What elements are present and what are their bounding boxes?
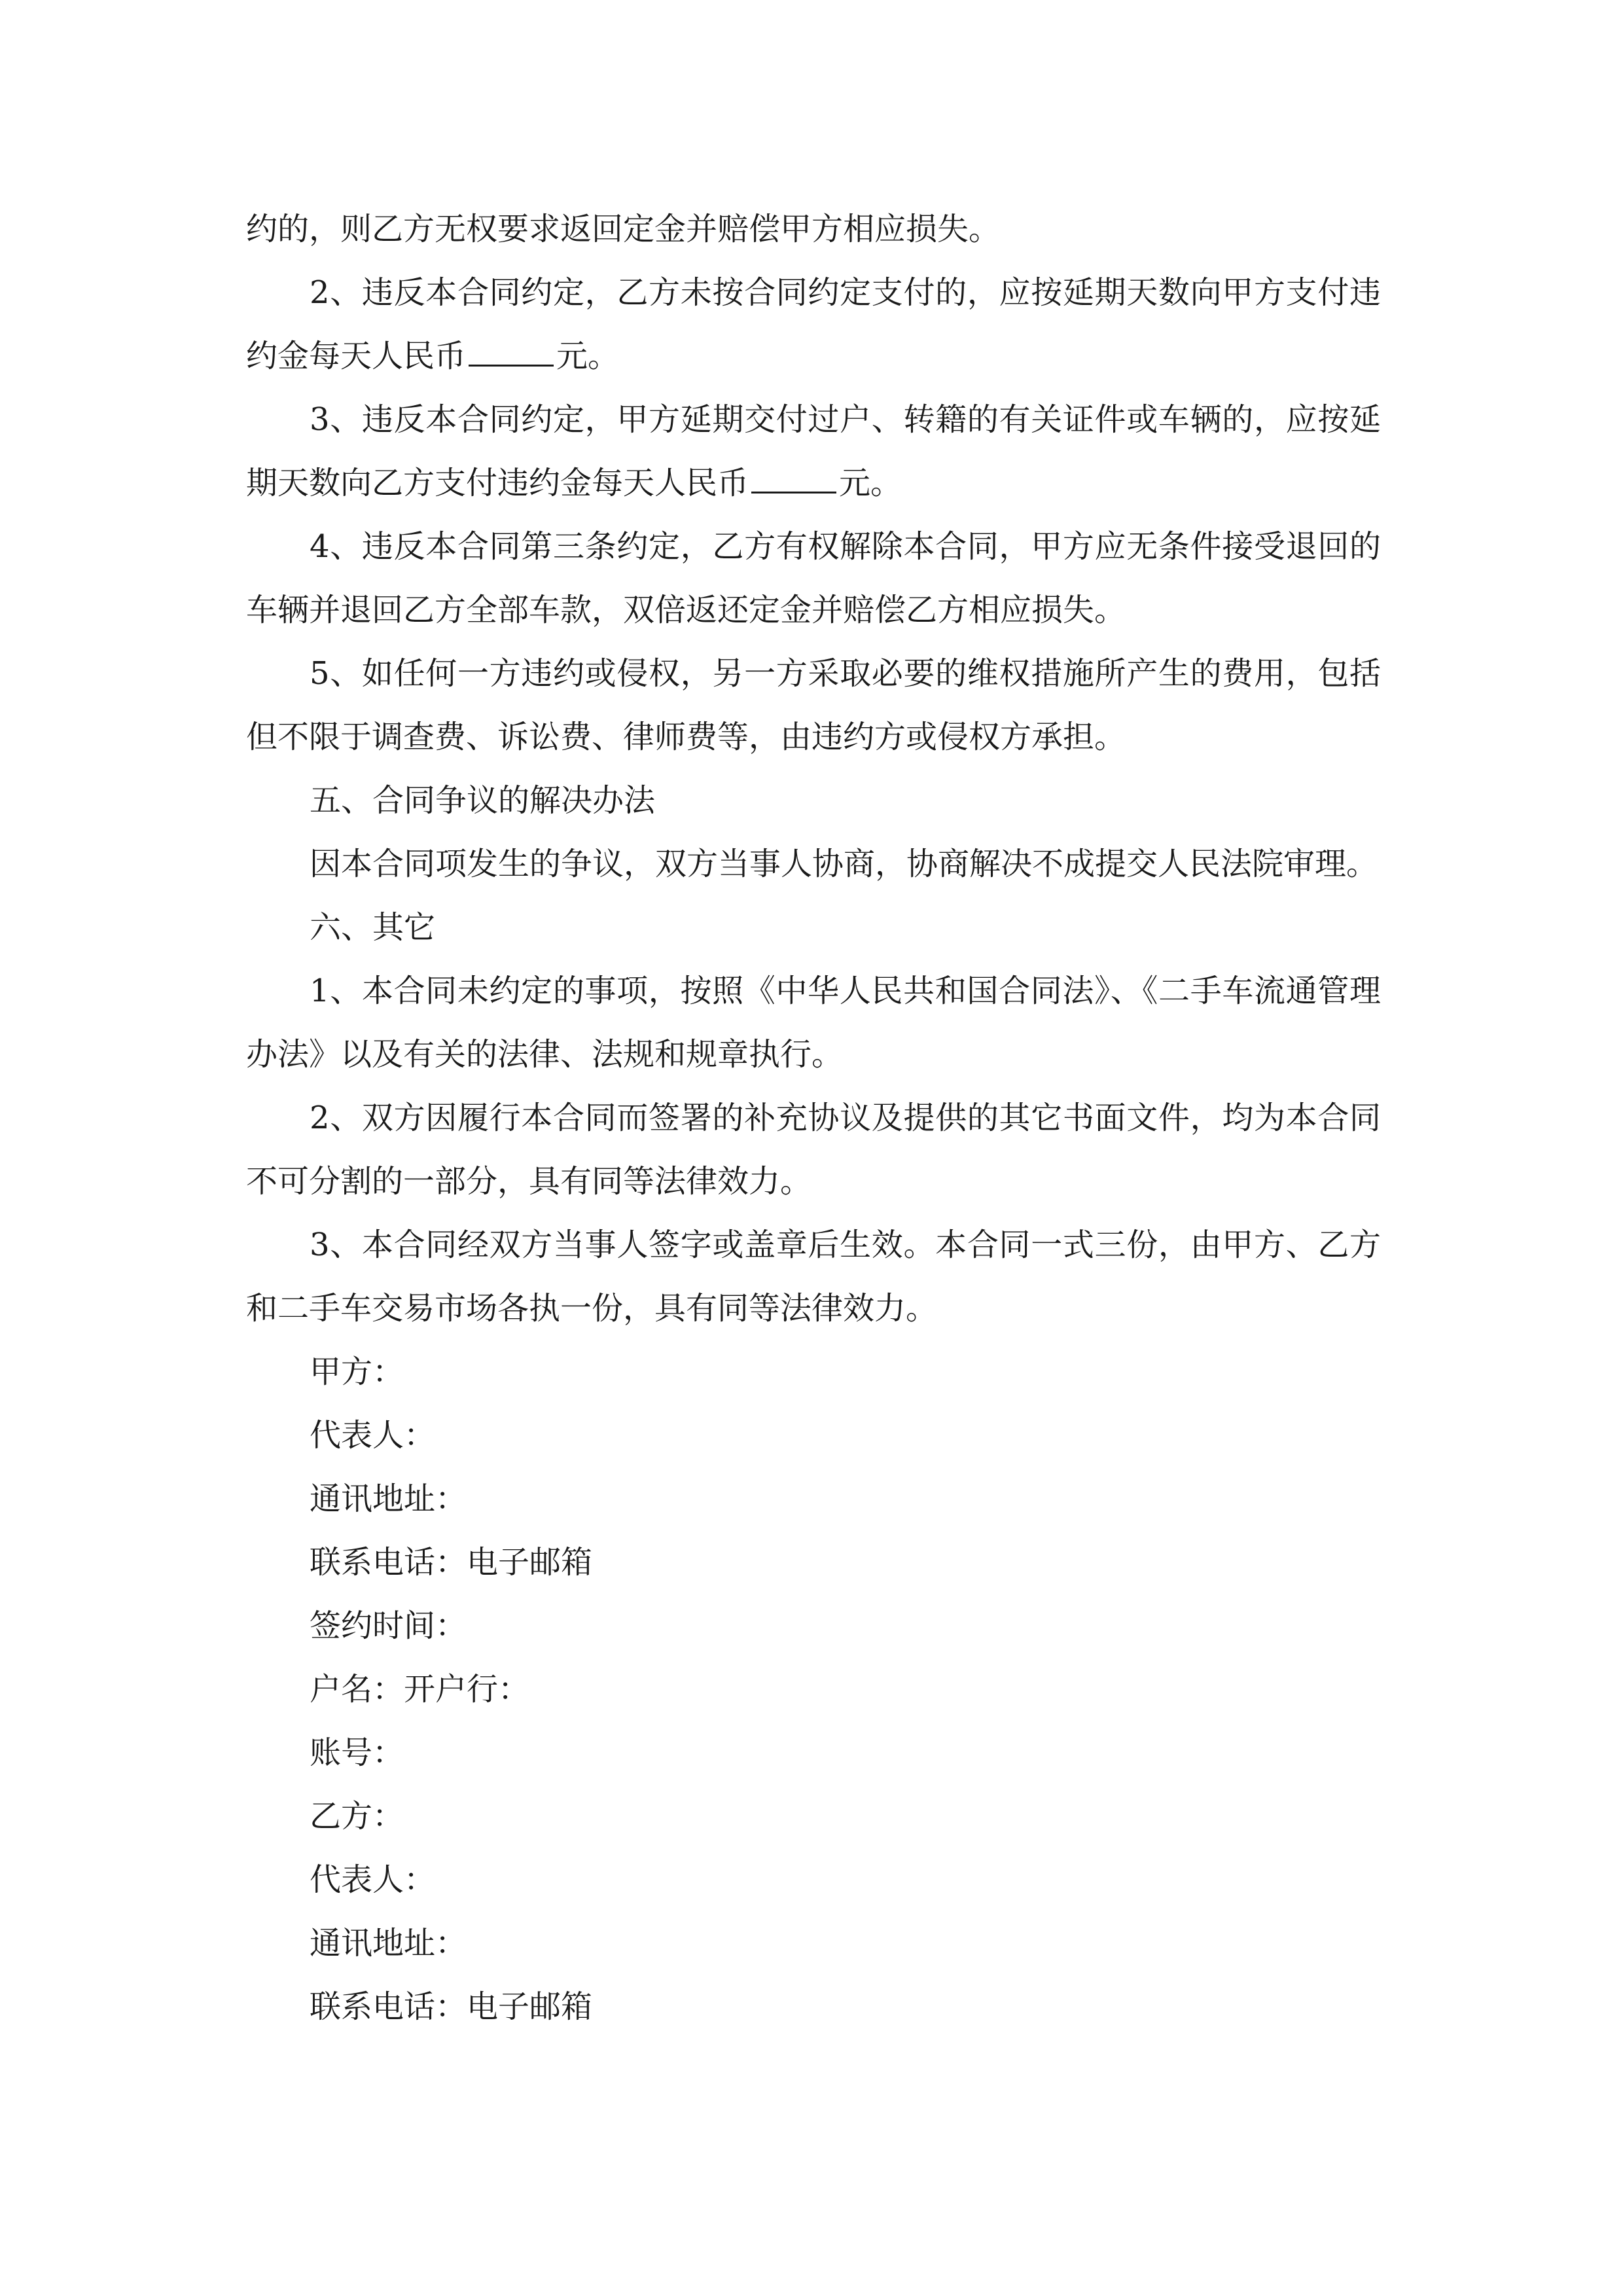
party-a-representative: 代表人： [310, 1417, 436, 1454]
section-heading-dispute: 五、合同争议的解决办法 [310, 782, 656, 819]
party-a-contact: 联系电话：电子邮箱 [310, 1544, 593, 1581]
other-clause-1: 1、本合同未约定的事项，按照《中华人民共和国合同法》、《二手车流通管理办法》以及有关的法律、法规和规章执行。 [246, 973, 1381, 1073]
dispute-text: 因本合同项发生的争议，双方当事人协商，协商解决不成提交人民法院审理。 [310, 846, 1378, 882]
clause-2-text: 2、违反本合同约定，乙方未按合同约定支付的，应按延期天数向甲方支付违约金每天人民币 [246, 274, 1381, 374]
section-heading-other: 六、其它 [310, 909, 436, 946]
clause-5: 5、如任何一方违约或侵权，另一方采取必要的维权措施所产生的费用，包括但不限于调查费、诉讼费、律师费等，由违约方或侵权方承担。 [246, 655, 1381, 755]
party-a-sign-time: 签约时间： [310, 1607, 467, 1644]
clause-2 [246, 261, 1381, 388]
party-a-label: 甲方： [310, 1354, 404, 1390]
other-clause-3: 3、本合同经双方当事人签字或盖章后生效。本合同一式三份，由甲方、乙方和二手车交易市场各执一份，具有同等法律效力。 [246, 1227, 1381, 1327]
clause-3 [246, 388, 1381, 515]
clause-3-unit: 元。 [839, 465, 902, 501]
party-b-address: 通讯地址： [310, 1925, 467, 1962]
party-b-representative: 代表人： [310, 1861, 436, 1898]
clause-4: 4、违反本合同第三条约定，乙方有权解除本合同，甲方应无条件接受退回的车辆并退回乙方全部车款，双倍返还定金并赔偿乙方相应损失。 [246, 528, 1381, 628]
other-clause-2: 2、双方因履行本合同而签署的补充协议及提供的其它书面文件，均为本合同不可分割的一部分，具有同等法律效力。 [246, 1100, 1381, 1200]
party-b-contact: 联系电话：电子邮箱 [310, 1988, 593, 2025]
party-a-account-number: 账号： [310, 1734, 404, 1771]
paragraph-continuation: 约的，则乙方无权要求返回定金并赔偿甲方相应损失。 [246, 211, 1001, 247]
amount-blank [751, 465, 836, 493]
party-a-address: 通讯地址： [310, 1480, 467, 1517]
clause-2-unit: 元。 [556, 338, 620, 374]
document-body [246, 198, 1381, 2039]
amount-blank [469, 338, 554, 367]
party-b-label: 乙方： [310, 1798, 404, 1835]
party-a-account-name: 户名：开户行： [310, 1671, 530, 1708]
clause-3-text: 3、违反本合同约定，甲方延期交付过户、转籍的有关证件或车辆的，应按延期天数向乙方支付违约金每天人民币 [246, 401, 1381, 501]
